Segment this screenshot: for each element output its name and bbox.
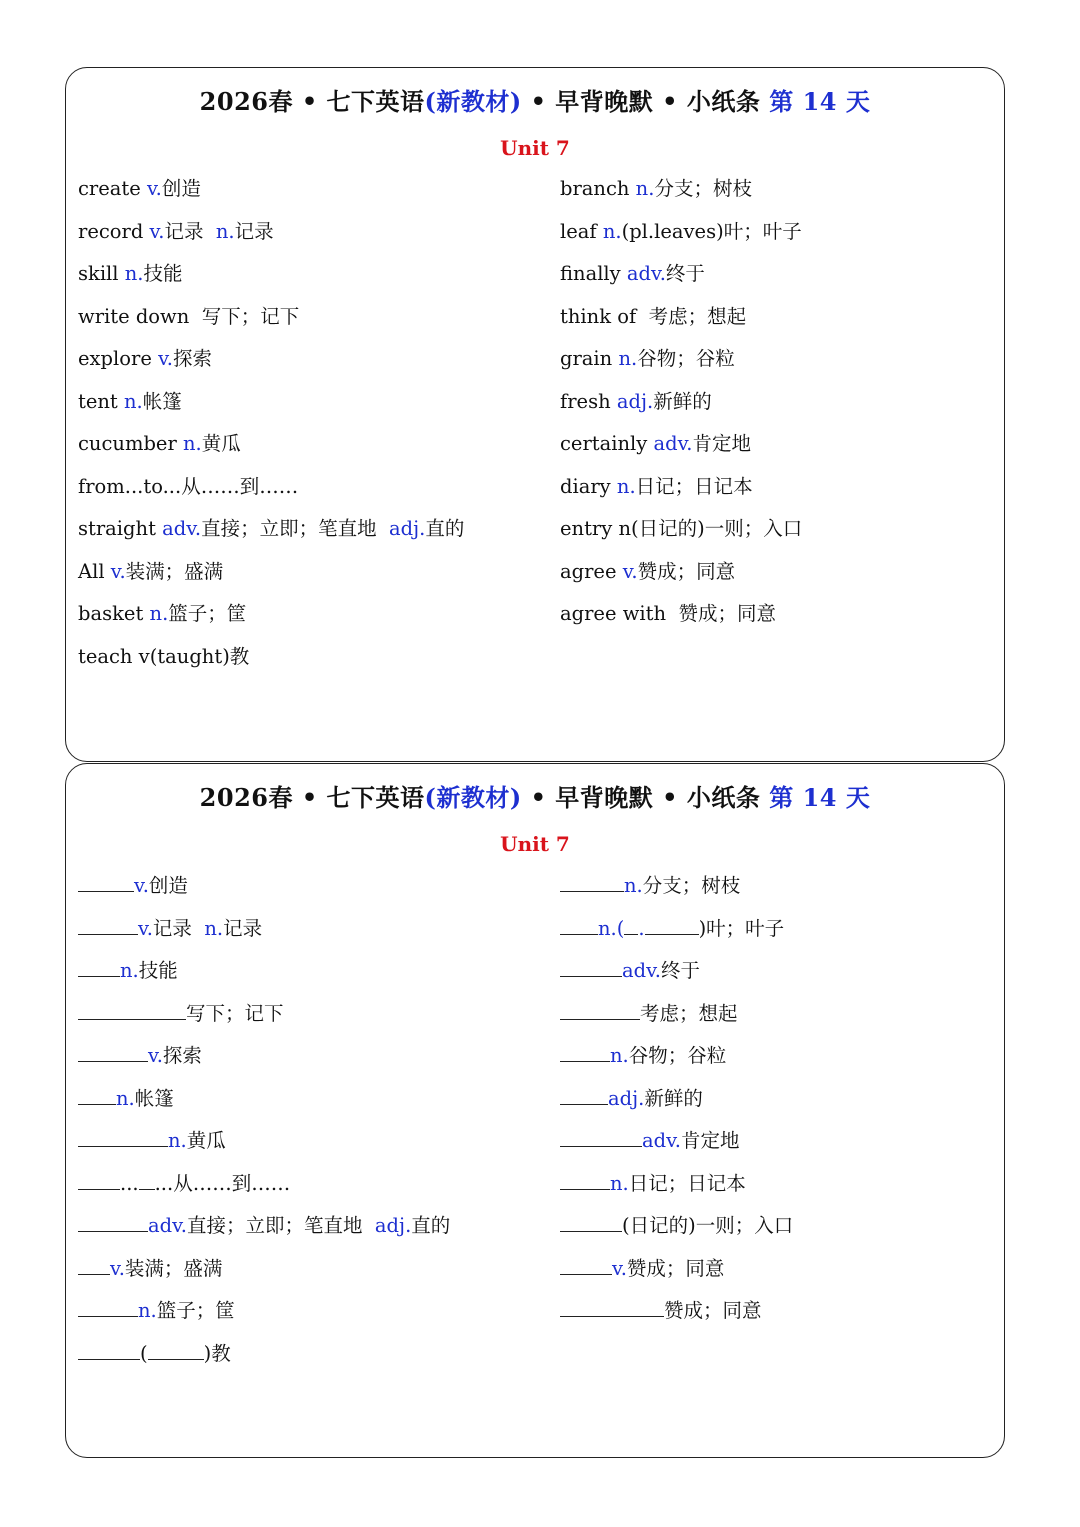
answer-blank[interactable] <box>560 1294 664 1317</box>
quiz-column-left <box>78 869 450 1379</box>
quiz-row <box>78 997 450 1040</box>
answer-blank[interactable] <box>624 912 638 935</box>
pos: v. <box>138 916 153 940</box>
meaning: 新鲜的 <box>653 389 712 413</box>
word: record <box>78 219 150 243</box>
pos: n. <box>616 474 636 498</box>
separator: ... <box>120 1171 139 1195</box>
quiz-row <box>78 1082 450 1125</box>
quiz-row <box>78 954 450 997</box>
pos: v. <box>158 347 173 370</box>
meaning: 篮子；筐 <box>168 602 247 625</box>
unit-label: Unit 7 <box>500 832 570 856</box>
word: tent <box>78 389 124 413</box>
pos: v. <box>110 559 126 583</box>
vocab-row <box>78 386 464 429</box>
word: basket <box>78 602 150 625</box>
answer-blank[interactable] <box>560 1082 608 1105</box>
card-title <box>66 82 1004 117</box>
quiz-row <box>78 1209 450 1252</box>
answer-blank[interactable] <box>560 1167 610 1190</box>
meaning: 日记；日记本 <box>635 474 753 498</box>
quiz-row <box>78 1252 450 1295</box>
meaning: 记录 <box>152 916 205 940</box>
pos: v. <box>134 874 149 897</box>
meaning: 直的 <box>425 517 465 540</box>
vocab-row <box>78 216 464 259</box>
vocab-row <box>560 258 802 301</box>
quiz-row <box>560 1294 793 1337</box>
quiz-row <box>560 1252 793 1295</box>
quiz-card <box>65 763 1005 1458</box>
pos: n. <box>168 1129 187 1152</box>
vocab-row <box>78 428 464 471</box>
pos: n. <box>598 916 617 940</box>
meaning: 记录 <box>223 916 263 940</box>
unit-label: Unit 7 <box>500 136 570 160</box>
vocab-column-right <box>560 173 802 641</box>
title-new-textbook: (新教材) <box>424 783 522 812</box>
quiz-row <box>560 1039 793 1082</box>
answer-blank[interactable] <box>78 954 120 977</box>
answer-blank[interactable] <box>78 869 134 892</box>
word: write down <box>78 304 202 328</box>
meaning: 篮子；筐 <box>156 1299 235 1322</box>
title-text: 2026春 • 七下英语 <box>199 783 425 812</box>
meaning: 谷物；谷粒 <box>637 347 735 370</box>
quiz-row <box>560 1082 793 1125</box>
meaning: ( <box>616 916 625 940</box>
pos: adv. <box>622 959 662 982</box>
pos: n. <box>602 219 622 243</box>
word: agree with <box>560 602 679 625</box>
pos: adv. <box>626 262 666 285</box>
quiz-row <box>560 1209 793 1252</box>
pos: n. <box>610 1171 629 1195</box>
pos: n. <box>215 219 235 243</box>
meaning: 直接；立即；笔直地 <box>201 517 390 540</box>
answer-blank[interactable] <box>560 997 640 1020</box>
meaning: 分支；树枝 <box>642 874 741 897</box>
meaning: 技能 <box>138 959 178 982</box>
vocab-row <box>78 173 464 216</box>
answer-blank[interactable] <box>78 1167 120 1190</box>
word: teach v(taught)教 <box>78 644 250 668</box>
meaning: (pl.leaves)叶；叶子 <box>621 219 802 243</box>
pos: v. <box>149 219 165 243</box>
word: branch <box>560 177 636 200</box>
meaning: 帐篷 <box>134 1086 174 1110</box>
pos: n. <box>116 1086 135 1110</box>
meaning: 谷物；谷粒 <box>628 1044 727 1067</box>
meaning: 技能 <box>143 262 183 285</box>
vocab-column-left <box>78 173 464 683</box>
title-text-2: • 早背晚默 • 小纸条 <box>521 87 770 116</box>
quiz-column-right <box>560 869 793 1337</box>
separator: . <box>638 916 645 940</box>
meaning: 考虑；想起 <box>640 1001 738 1025</box>
answer-blank[interactable] <box>78 1337 140 1360</box>
pos: n. <box>624 874 643 897</box>
word: think of <box>560 304 649 328</box>
answer-blank[interactable] <box>560 1252 612 1275</box>
pos: n. <box>123 389 143 413</box>
meaning: 赞成；同意 <box>678 602 776 625</box>
vocab-row <box>78 471 464 514</box>
quiz-row <box>78 912 450 955</box>
meaning: 创造 <box>161 177 201 200</box>
answer-blank[interactable] <box>78 1082 116 1105</box>
vocab-row <box>560 513 802 556</box>
vocab-row <box>78 513 464 556</box>
answer-blank[interactable] <box>560 1209 622 1232</box>
meaning: 赞成；同意 <box>626 1256 725 1280</box>
quiz-row <box>560 954 793 997</box>
word: explore <box>78 347 159 370</box>
quiz-row <box>78 1124 450 1167</box>
answer-blank[interactable] <box>560 869 624 892</box>
pos: adj. <box>389 517 426 540</box>
meaning: 写下；记下 <box>201 304 300 328</box>
answer-blank[interactable] <box>645 912 699 935</box>
pos: v. <box>622 559 638 583</box>
pos: n. <box>635 177 655 200</box>
answer-blank[interactable] <box>78 997 186 1020</box>
word: from...to...从……到…… <box>78 474 299 498</box>
meaning: 装满；盛满 <box>125 559 224 583</box>
answer-blank[interactable] <box>78 1209 148 1232</box>
meaning: 考虑；想起 <box>648 304 747 328</box>
quiz-row <box>78 1167 450 1210</box>
quiz-row <box>78 869 450 912</box>
pos: n. <box>138 1299 157 1322</box>
meaning: ( <box>140 1341 148 1365</box>
vocab-row <box>560 471 802 514</box>
meaning: 肯定地 <box>681 1129 740 1152</box>
pos: n. <box>204 916 224 940</box>
quiz-row <box>560 1167 793 1210</box>
meaning: 创造 <box>148 874 188 897</box>
word: entry n(日记的)一则；入口 <box>560 517 803 540</box>
quiz-row <box>560 912 793 955</box>
quiz-row <box>560 1124 793 1167</box>
answer-blank[interactable] <box>78 1294 138 1317</box>
word: agree <box>560 559 623 583</box>
word: cucumber <box>78 432 183 455</box>
meaning: 探索 <box>172 347 212 370</box>
meaning: 终于 <box>661 959 701 982</box>
vocab-row <box>78 556 464 599</box>
vocab-row <box>78 641 464 684</box>
meaning: 终于 <box>665 262 705 285</box>
meaning: (日记的)一则；入口 <box>622 1214 794 1237</box>
quiz-row <box>78 1039 450 1082</box>
pos: adv. <box>653 432 693 455</box>
vocab-row <box>560 386 802 429</box>
meaning: 帐篷 <box>142 389 182 413</box>
vocab-row <box>560 598 802 641</box>
word: All <box>78 559 111 583</box>
quiz-row <box>560 997 793 1040</box>
pos: adj. <box>608 1086 645 1110</box>
quiz-row <box>78 1337 450 1380</box>
answer-blank[interactable] <box>78 1252 110 1275</box>
answer-blank[interactable] <box>78 1039 148 1062</box>
pos: n. <box>124 262 144 285</box>
pos: n. <box>618 347 638 370</box>
word: diary <box>560 474 617 498</box>
meaning: 装满；盛满 <box>124 1256 223 1280</box>
word: leaf <box>560 219 603 243</box>
meaning: 新鲜的 <box>644 1086 703 1110</box>
word: skill <box>78 262 125 285</box>
meaning: 分支；树枝 <box>654 177 752 200</box>
word: grain <box>560 347 619 370</box>
card-title <box>66 778 1004 813</box>
pos: v. <box>612 1256 627 1280</box>
meaning: 肯定地 <box>692 432 752 455</box>
meaning: 日记；日记本 <box>628 1171 746 1195</box>
word: straight <box>78 517 163 540</box>
meaning: 黄瓜 <box>186 1129 226 1152</box>
meaning: )叶；叶子 <box>698 916 785 940</box>
quiz-row <box>78 1294 450 1337</box>
meaning: 从……到…… <box>173 1171 291 1195</box>
vocab-card <box>65 67 1005 762</box>
meaning: 直的 <box>411 1214 451 1237</box>
answer-blank[interactable] <box>560 912 598 935</box>
word: finally <box>560 262 627 285</box>
title-new-textbook: (新教材) <box>424 87 522 116</box>
meaning: 探索 <box>162 1044 202 1067</box>
pos: n. <box>183 432 202 455</box>
pos: adv. <box>162 517 202 540</box>
title-day: 第 14 天 <box>769 87 871 116</box>
title-day: 第 14 天 <box>769 783 871 812</box>
vocab-row <box>78 343 464 386</box>
pos: adv. <box>642 1129 682 1152</box>
meaning: 记录 <box>234 219 274 243</box>
title-text: 2026春 • 七下英语 <box>199 87 425 116</box>
answer-blank[interactable] <box>148 1337 204 1360</box>
title-text-2: • 早背晚默 • 小纸条 <box>521 783 770 812</box>
answer-blank[interactable] <box>560 1039 610 1062</box>
separator: ... <box>154 1171 174 1195</box>
pos: adj. <box>374 1214 412 1237</box>
vocab-row <box>78 598 464 641</box>
vocab-row <box>78 301 464 344</box>
answer-blank[interactable] <box>78 1124 168 1147</box>
meaning: 直接；立即；笔直地 <box>187 1214 375 1237</box>
pos: v. <box>146 177 162 200</box>
vocab-row <box>560 343 802 386</box>
pos: adj. <box>616 389 654 413</box>
meaning: 写下；记下 <box>186 1001 284 1025</box>
pos: n. <box>149 602 169 625</box>
quiz-row <box>560 869 793 912</box>
word: create <box>78 177 147 200</box>
answer-blank[interactable] <box>560 954 622 977</box>
word: fresh <box>560 389 617 413</box>
vocab-row <box>560 173 802 216</box>
pos: n. <box>610 1044 629 1067</box>
vocab-row <box>560 301 802 344</box>
pos: n. <box>120 959 139 982</box>
answer-blank[interactable] <box>560 1124 642 1147</box>
pos: v. <box>148 1044 163 1067</box>
vocab-row <box>78 258 464 301</box>
vocab-row <box>560 428 802 471</box>
answer-blank[interactable] <box>139 1167 155 1190</box>
vocab-row <box>560 216 802 259</box>
answer-blank[interactable] <box>78 912 138 935</box>
word: certainly <box>560 432 654 455</box>
meaning: )教 <box>203 1341 231 1365</box>
pos: adv. <box>148 1214 188 1237</box>
meaning: 赞成；同意 <box>664 1299 762 1322</box>
meaning: 黄瓜 <box>201 432 241 455</box>
meaning: 赞成；同意 <box>637 559 736 583</box>
pos: v. <box>110 1256 125 1280</box>
vocab-row <box>560 556 802 599</box>
meaning: 记录 <box>164 219 216 243</box>
